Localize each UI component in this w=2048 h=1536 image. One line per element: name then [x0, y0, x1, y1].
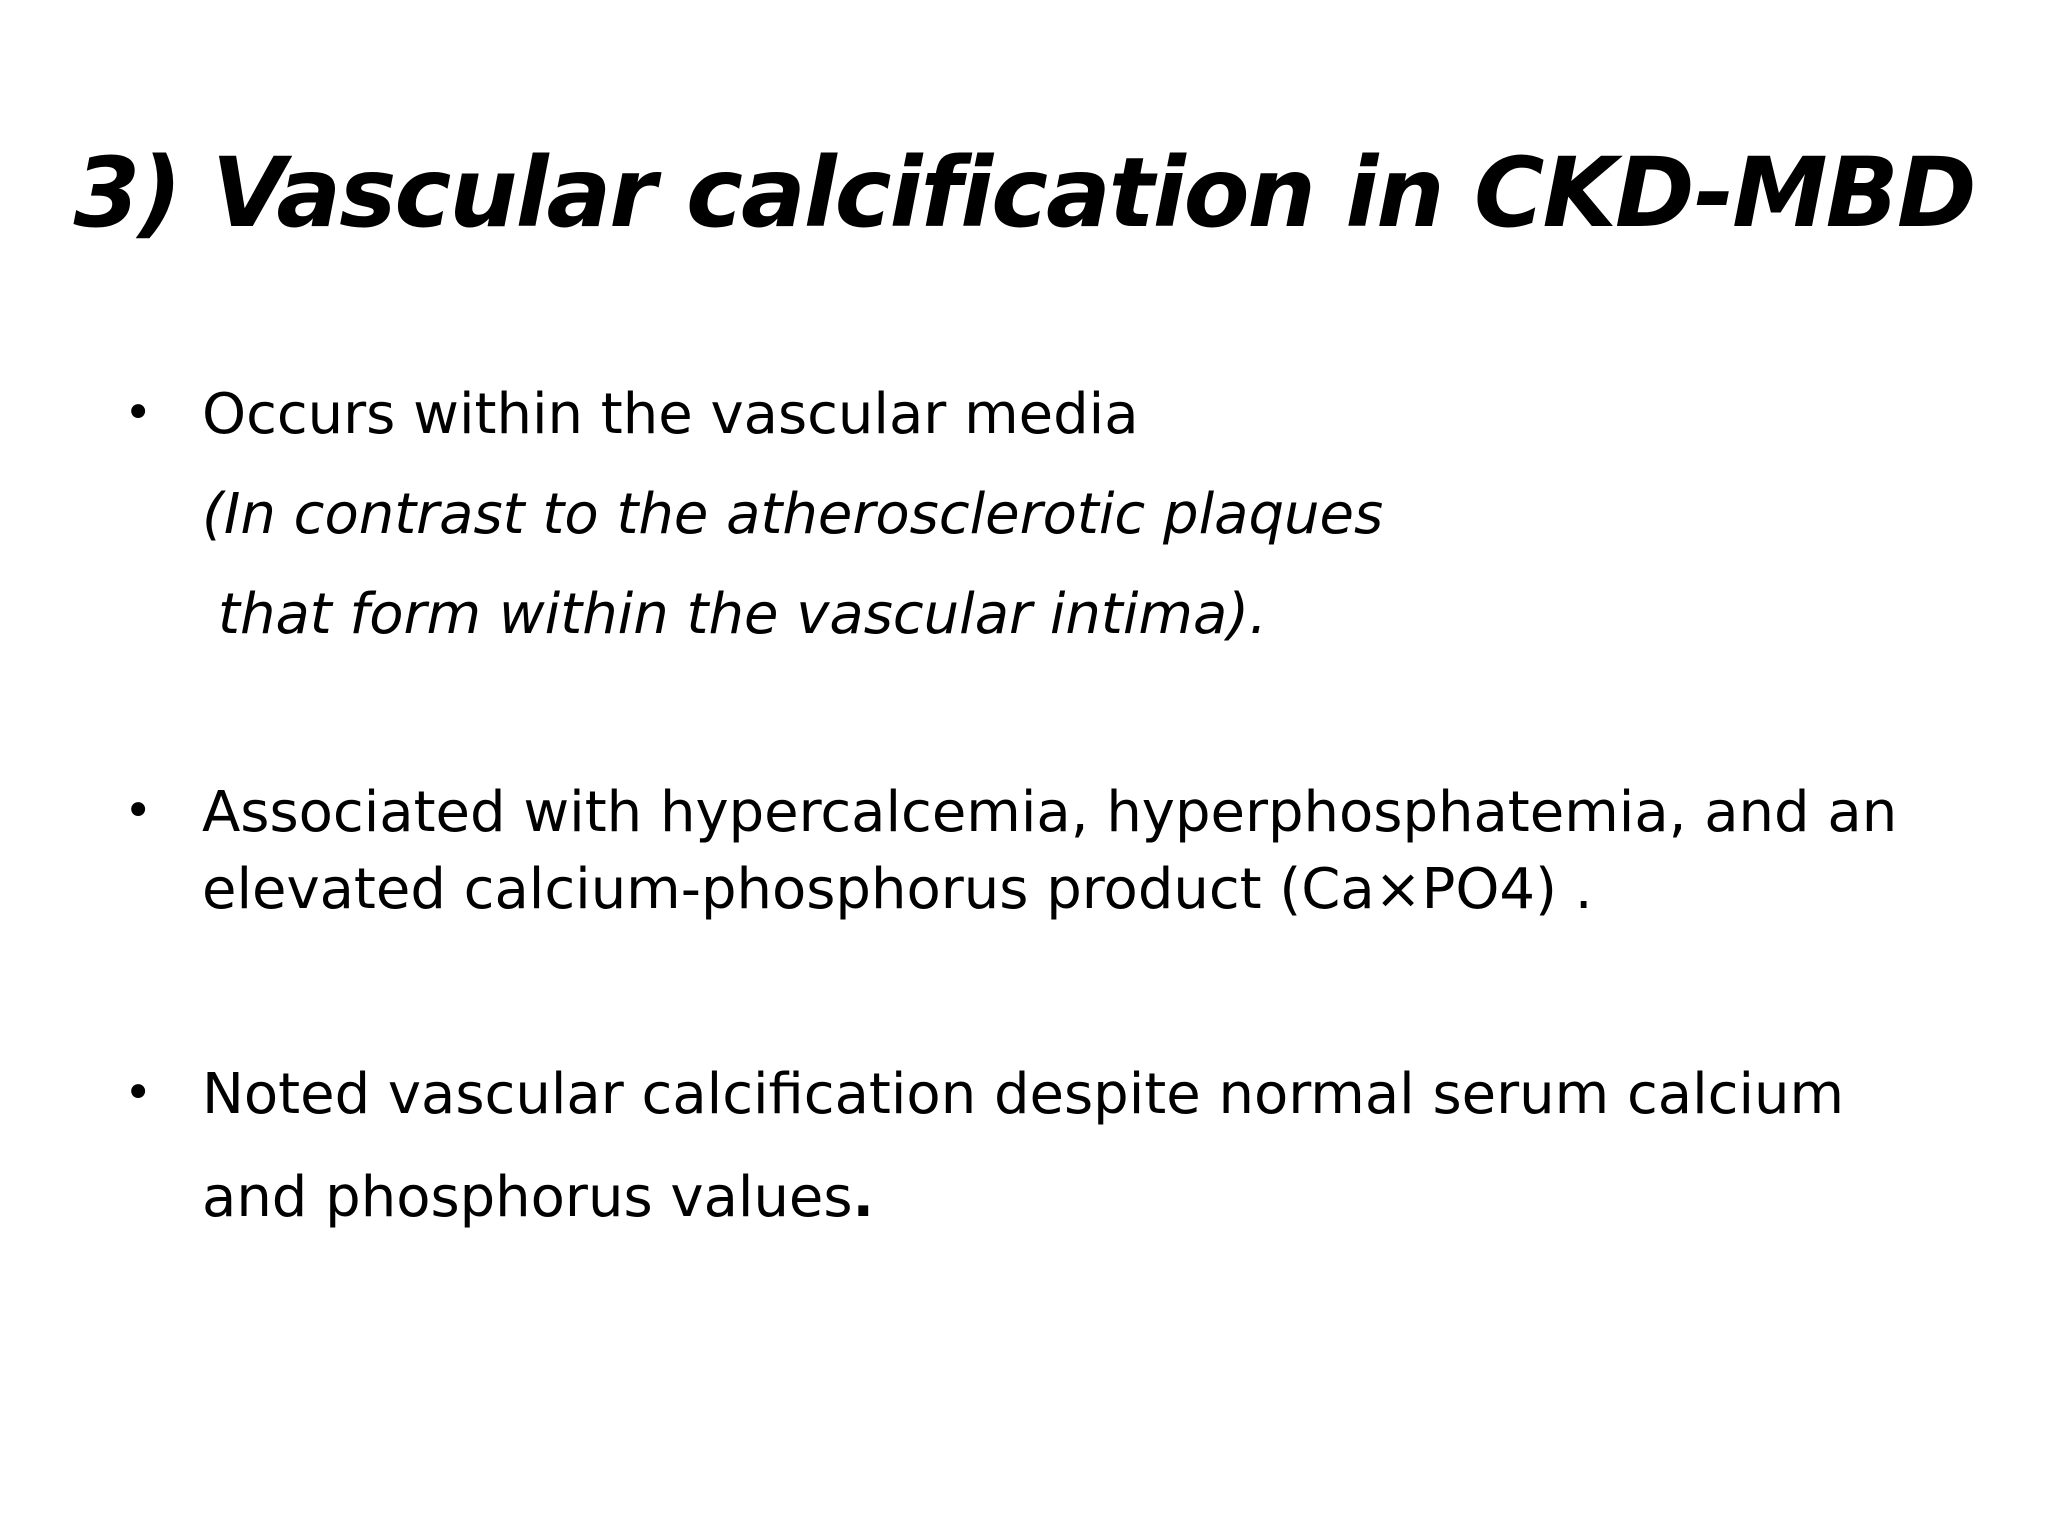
bullet-3-end-period: . — [852, 1165, 874, 1230]
bullet-1-note-line-2: that form within the vascular intima). — [218, 582, 1267, 647]
bullet-marker: • — [124, 783, 153, 839]
bullet-1-note-line-1: (In contrast to the atherosclerotic plaques — [202, 482, 1384, 547]
bullet-3-line-2 — [202, 1163, 874, 1233]
bullet-3-line-1: Noted vascular calcification despite normal serum calcium — [202, 1062, 1845, 1127]
bullet-marker: • — [124, 1065, 153, 1121]
bullet-2-line-1: Associated with hypercalcemia, hyperphosphatemia, and an — [202, 780, 1898, 845]
slide-title: 3) Vascular calcification in CKD-MBD — [73, 137, 1975, 249]
bullet-1-text: Occurs within the vascular media — [202, 382, 1139, 447]
bullet-marker: • — [124, 385, 153, 441]
bullet-3-line-2-text: and phosphorus values — [202, 1165, 853, 1230]
bullet-2-line-2: elevated calcium-phosphorus product (Ca×PO4) . — [202, 857, 1593, 922]
